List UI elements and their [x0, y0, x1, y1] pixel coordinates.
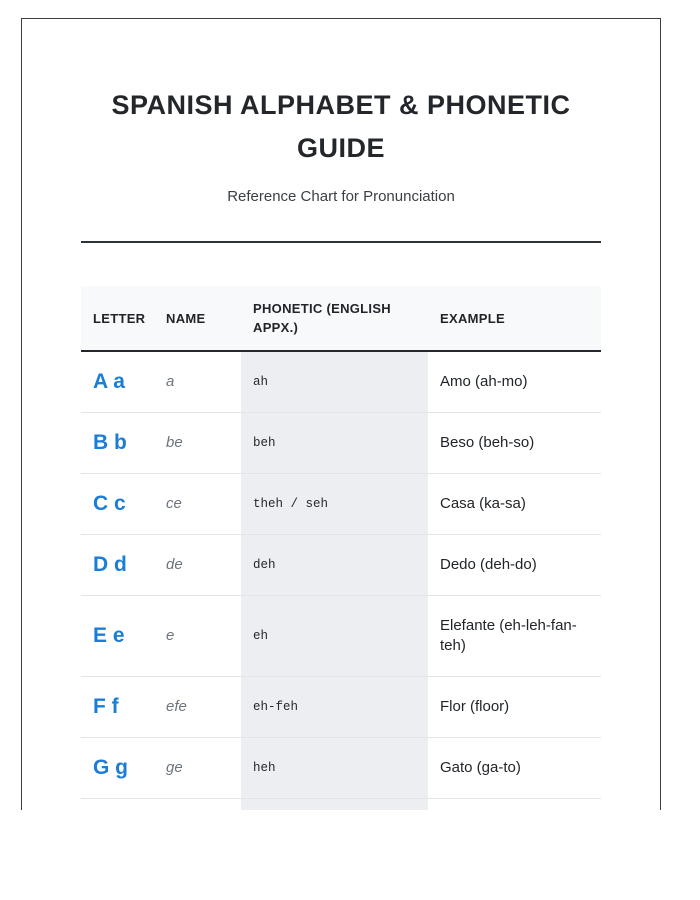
phonetic-cell: theh / seh [241, 474, 428, 535]
column-header-letter: LETTER [81, 286, 154, 351]
letter-cell: G g [81, 738, 154, 799]
name-cell: ge [154, 738, 241, 799]
letter-cell [81, 799, 154, 811]
name-cell: ce [154, 474, 241, 535]
table-row-clipped [81, 799, 601, 811]
column-header-name: NAME [154, 286, 241, 351]
name-cell: be [154, 413, 241, 474]
table-row [81, 413, 601, 474]
name-cell [154, 799, 241, 811]
example-cell: Flor (floor) [428, 677, 601, 738]
page-subtitle: Reference Chart for Pronunciation [227, 188, 455, 205]
page-title: SPANISH ALPHABET & PHONETIC GUIDE [111, 90, 571, 163]
table-row [81, 535, 601, 596]
phonetic-cell: heh [241, 738, 428, 799]
phonetic-cell: eh [241, 596, 428, 677]
table-row [81, 596, 601, 677]
example-cell: Beso (beh-so) [428, 413, 601, 474]
phonetic-cell: ah [241, 351, 428, 413]
example-cell [428, 799, 601, 811]
example-cell: Dedo (deh-do) [428, 535, 601, 596]
letter-cell: B b [81, 413, 154, 474]
phonetic-cell: eh-feh [241, 677, 428, 738]
phonetic-cell: deh [241, 535, 428, 596]
name-cell: e [154, 596, 241, 677]
name-cell: efe [154, 677, 241, 738]
letter-cell: F f [81, 677, 154, 738]
phonetic-cell: beh [241, 413, 428, 474]
letter-cell: C c [81, 474, 154, 535]
example-cell: Gato (ga-to) [428, 738, 601, 799]
phonetic-cell [241, 799, 428, 811]
letter-cell: E e [81, 596, 154, 677]
table-row [81, 351, 601, 413]
example-cell: Amo (ah-mo) [428, 351, 601, 413]
header-row [81, 286, 601, 351]
page-container [21, 18, 661, 810]
name-cell: a [154, 351, 241, 413]
table-row [81, 677, 601, 738]
example-cell: Casa (ka-sa) [428, 474, 601, 535]
column-header-example: EXAMPLE [428, 286, 601, 351]
name-cell: de [154, 535, 241, 596]
letter-cell: A a [81, 351, 154, 413]
column-header-phonetic: PHONETIC (ENGLISH APPX.) [241, 286, 428, 351]
table-header [81, 286, 601, 351]
divider [81, 241, 601, 243]
letter-cell: D d [81, 535, 154, 596]
table-row [81, 474, 601, 535]
example-cell: Elefante (eh-leh-fan-teh) [428, 596, 601, 677]
alphabet-table [81, 286, 601, 810]
table-row [81, 738, 601, 799]
